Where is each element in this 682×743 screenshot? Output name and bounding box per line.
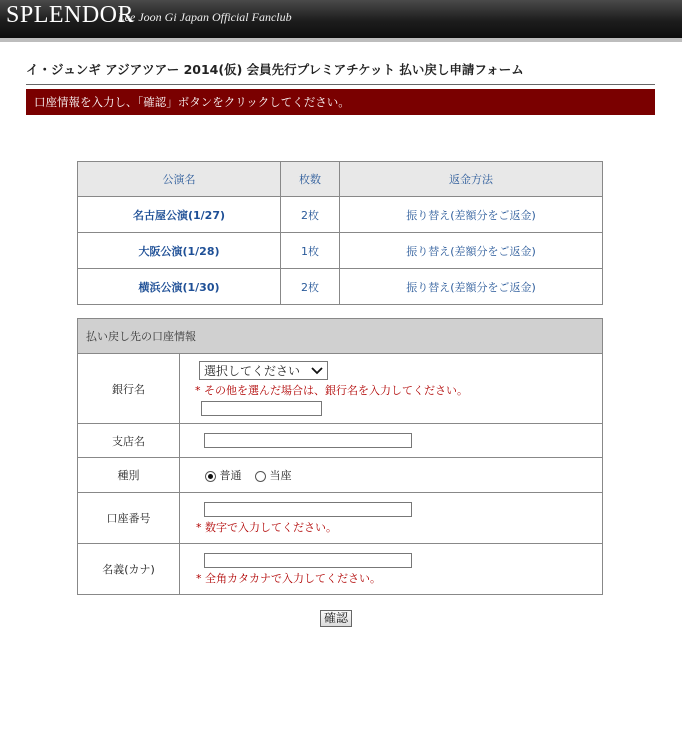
splendor-logo[interactable]: SPLENDOR <box>6 2 135 28</box>
table-row <box>78 197 603 233</box>
bank-select[interactable] <box>199 361 328 380</box>
refund-method: 振り替え(差額分をご返金) <box>340 269 603 305</box>
type-checking-radio[interactable] <box>255 471 266 482</box>
chevron-down-icon <box>311 364 323 378</box>
holder-name-note: * 全角カタカナで入力してください。 <box>196 571 381 585</box>
ticket-count: 2枚 <box>281 197 340 233</box>
refund-method: 振り替え(差額分をご返金) <box>340 197 603 233</box>
title-divider <box>26 84 655 85</box>
type-checking-label: 当座 <box>269 469 292 482</box>
bank-name-label: 銀行名 <box>78 354 180 424</box>
column-header-count: 枚数 <box>281 162 340 197</box>
account-number-input[interactable] <box>204 502 412 517</box>
type-ordinary-label: 普通 <box>219 469 242 482</box>
table-row <box>78 269 603 305</box>
account-section-heading: 払い戻し先の口座情報 <box>78 319 603 354</box>
performance-name: 名古屋公演(1/27) <box>78 197 281 233</box>
confirm-button[interactable]: 確認 <box>320 610 352 627</box>
column-header-performance: 公演名 <box>78 162 281 197</box>
holder-name-label: 名義(カナ) <box>78 544 180 595</box>
site-header <box>0 0 682 38</box>
account-info-form <box>77 318 603 595</box>
performance-name: 横浜公演(1/30) <box>78 269 281 305</box>
page-title: イ・ジュンギ アジアツアー 2014(仮) 会員先行プレミアチケット 払い戻し申請フォーム <box>26 62 524 77</box>
column-header-refund-method: 返金方法 <box>340 162 603 197</box>
account-number-label: 口座番号 <box>78 493 180 544</box>
bank-other-input[interactable] <box>201 401 322 416</box>
header-divider <box>0 38 682 42</box>
performance-name: 大阪公演(1/28) <box>78 233 281 269</box>
instruction-notice: 口座情報を入力し、「確認」ボタンをクリックしてください。 <box>26 89 655 115</box>
ticket-count: 2枚 <box>281 269 340 305</box>
account-number-note: * 数字で入力してください。 <box>196 520 337 534</box>
branch-label: 支店名 <box>78 424 180 458</box>
type-ordinary-radio[interactable] <box>205 471 216 482</box>
holder-name-input[interactable] <box>204 553 412 568</box>
table-header-row <box>78 162 603 197</box>
fanclub-subtitle: Lee Joon Gi Japan Official Fanclub <box>118 10 292 24</box>
table-row <box>78 233 603 269</box>
refund-method: 振り替え(差額分をご返金) <box>340 233 603 269</box>
branch-input[interactable] <box>204 433 412 448</box>
account-type-label: 種別 <box>78 458 180 493</box>
bank-note: * その他を選んだ場合は、銀行名を入力してください。 <box>195 384 468 397</box>
ticket-count: 1枚 <box>281 233 340 269</box>
performance-table <box>77 161 603 305</box>
bank-select-value: 選択してください <box>204 364 301 378</box>
